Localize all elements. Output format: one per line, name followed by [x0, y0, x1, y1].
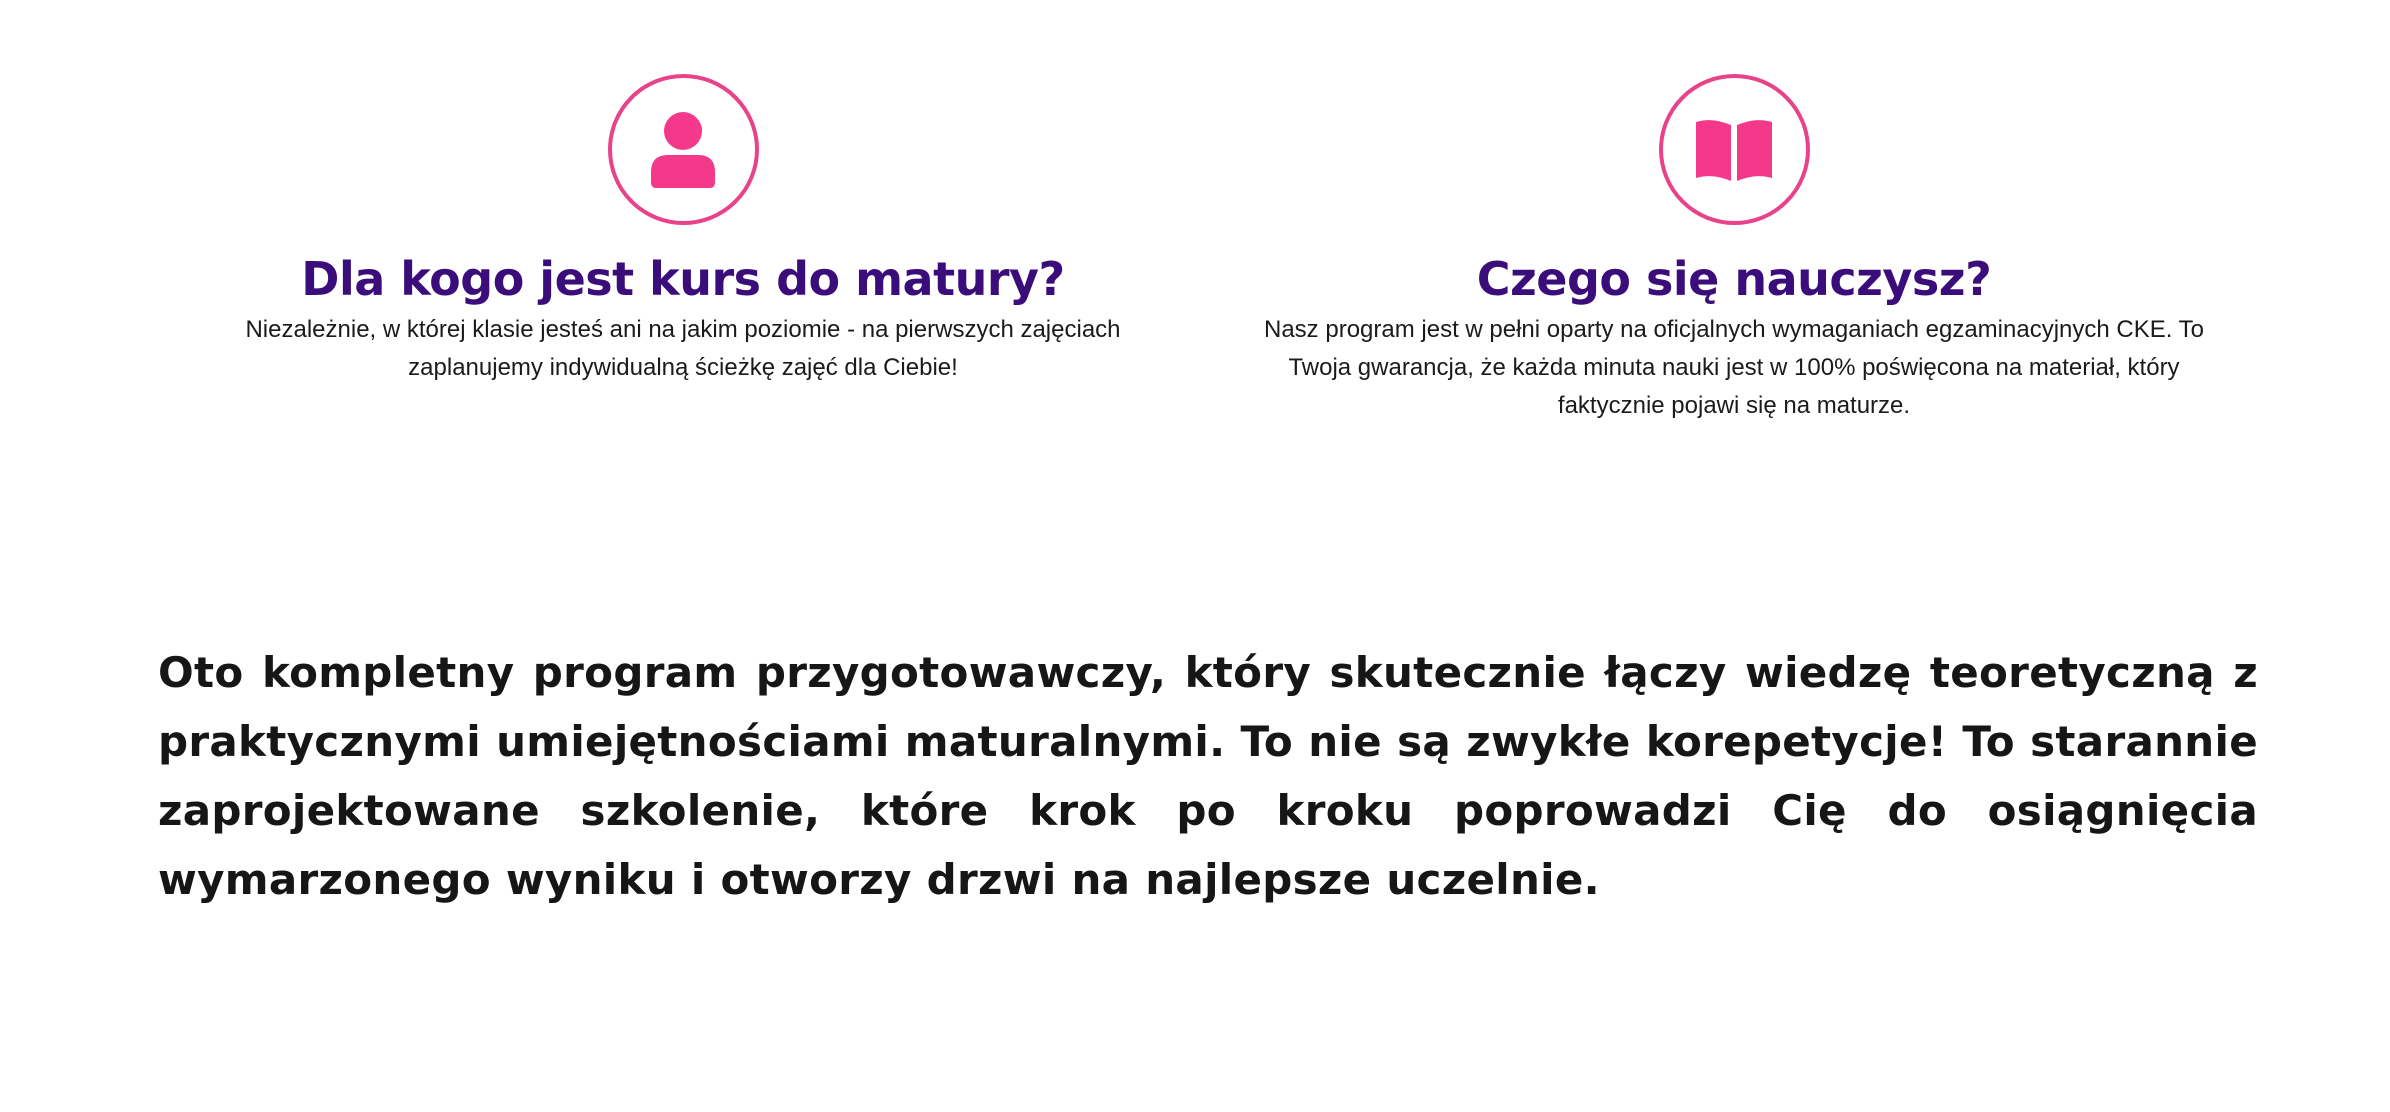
- feature-title: Czego się nauczysz?: [1476, 252, 1992, 306]
- feature-who-for: [183, 74, 1183, 387]
- intro-paragraph: Oto kompletny program przygotowawczy, który skutecznie łączy wiedzę teoretyczną z praktycznymi umiejętnościami maturalnymi. To nie są zwykłe korepetycje! To starannie zaprojektowane szkolenie, które krok po kroku poprowadzi Cię do osiągnięcia wymarzonego wyniku i otworzy drzwi na najlepsze uczelnie.: [158, 648, 2258, 904]
- user-icon: [648, 110, 718, 190]
- feature-description: Nasz program jest w pełni oparty na oficjalnych wymaganiach egzaminacyjnych CKE. To Twoja gwarancja, że każda minuta nauki jest w 100% poświęcona na materiał, który faktycznie pojawi się na maturze.: [1264, 316, 2204, 419]
- book-icon: [1694, 118, 1774, 182]
- feature-what-learn: [1234, 74, 2234, 425]
- feature-title: Dla kogo jest kurs do matury?: [301, 252, 1065, 306]
- user-icon-circle: [608, 74, 759, 225]
- book-icon-circle: [1659, 74, 1810, 225]
- features-section: [0, 0, 2390, 460]
- feature-description: Niezależnie, w której klasie jesteś ani na jakim poziomie - na pierwszych zajęciach zaplanujemy indywidualną ścieżkę zajęć dla Ciebie!: [245, 316, 1121, 381]
